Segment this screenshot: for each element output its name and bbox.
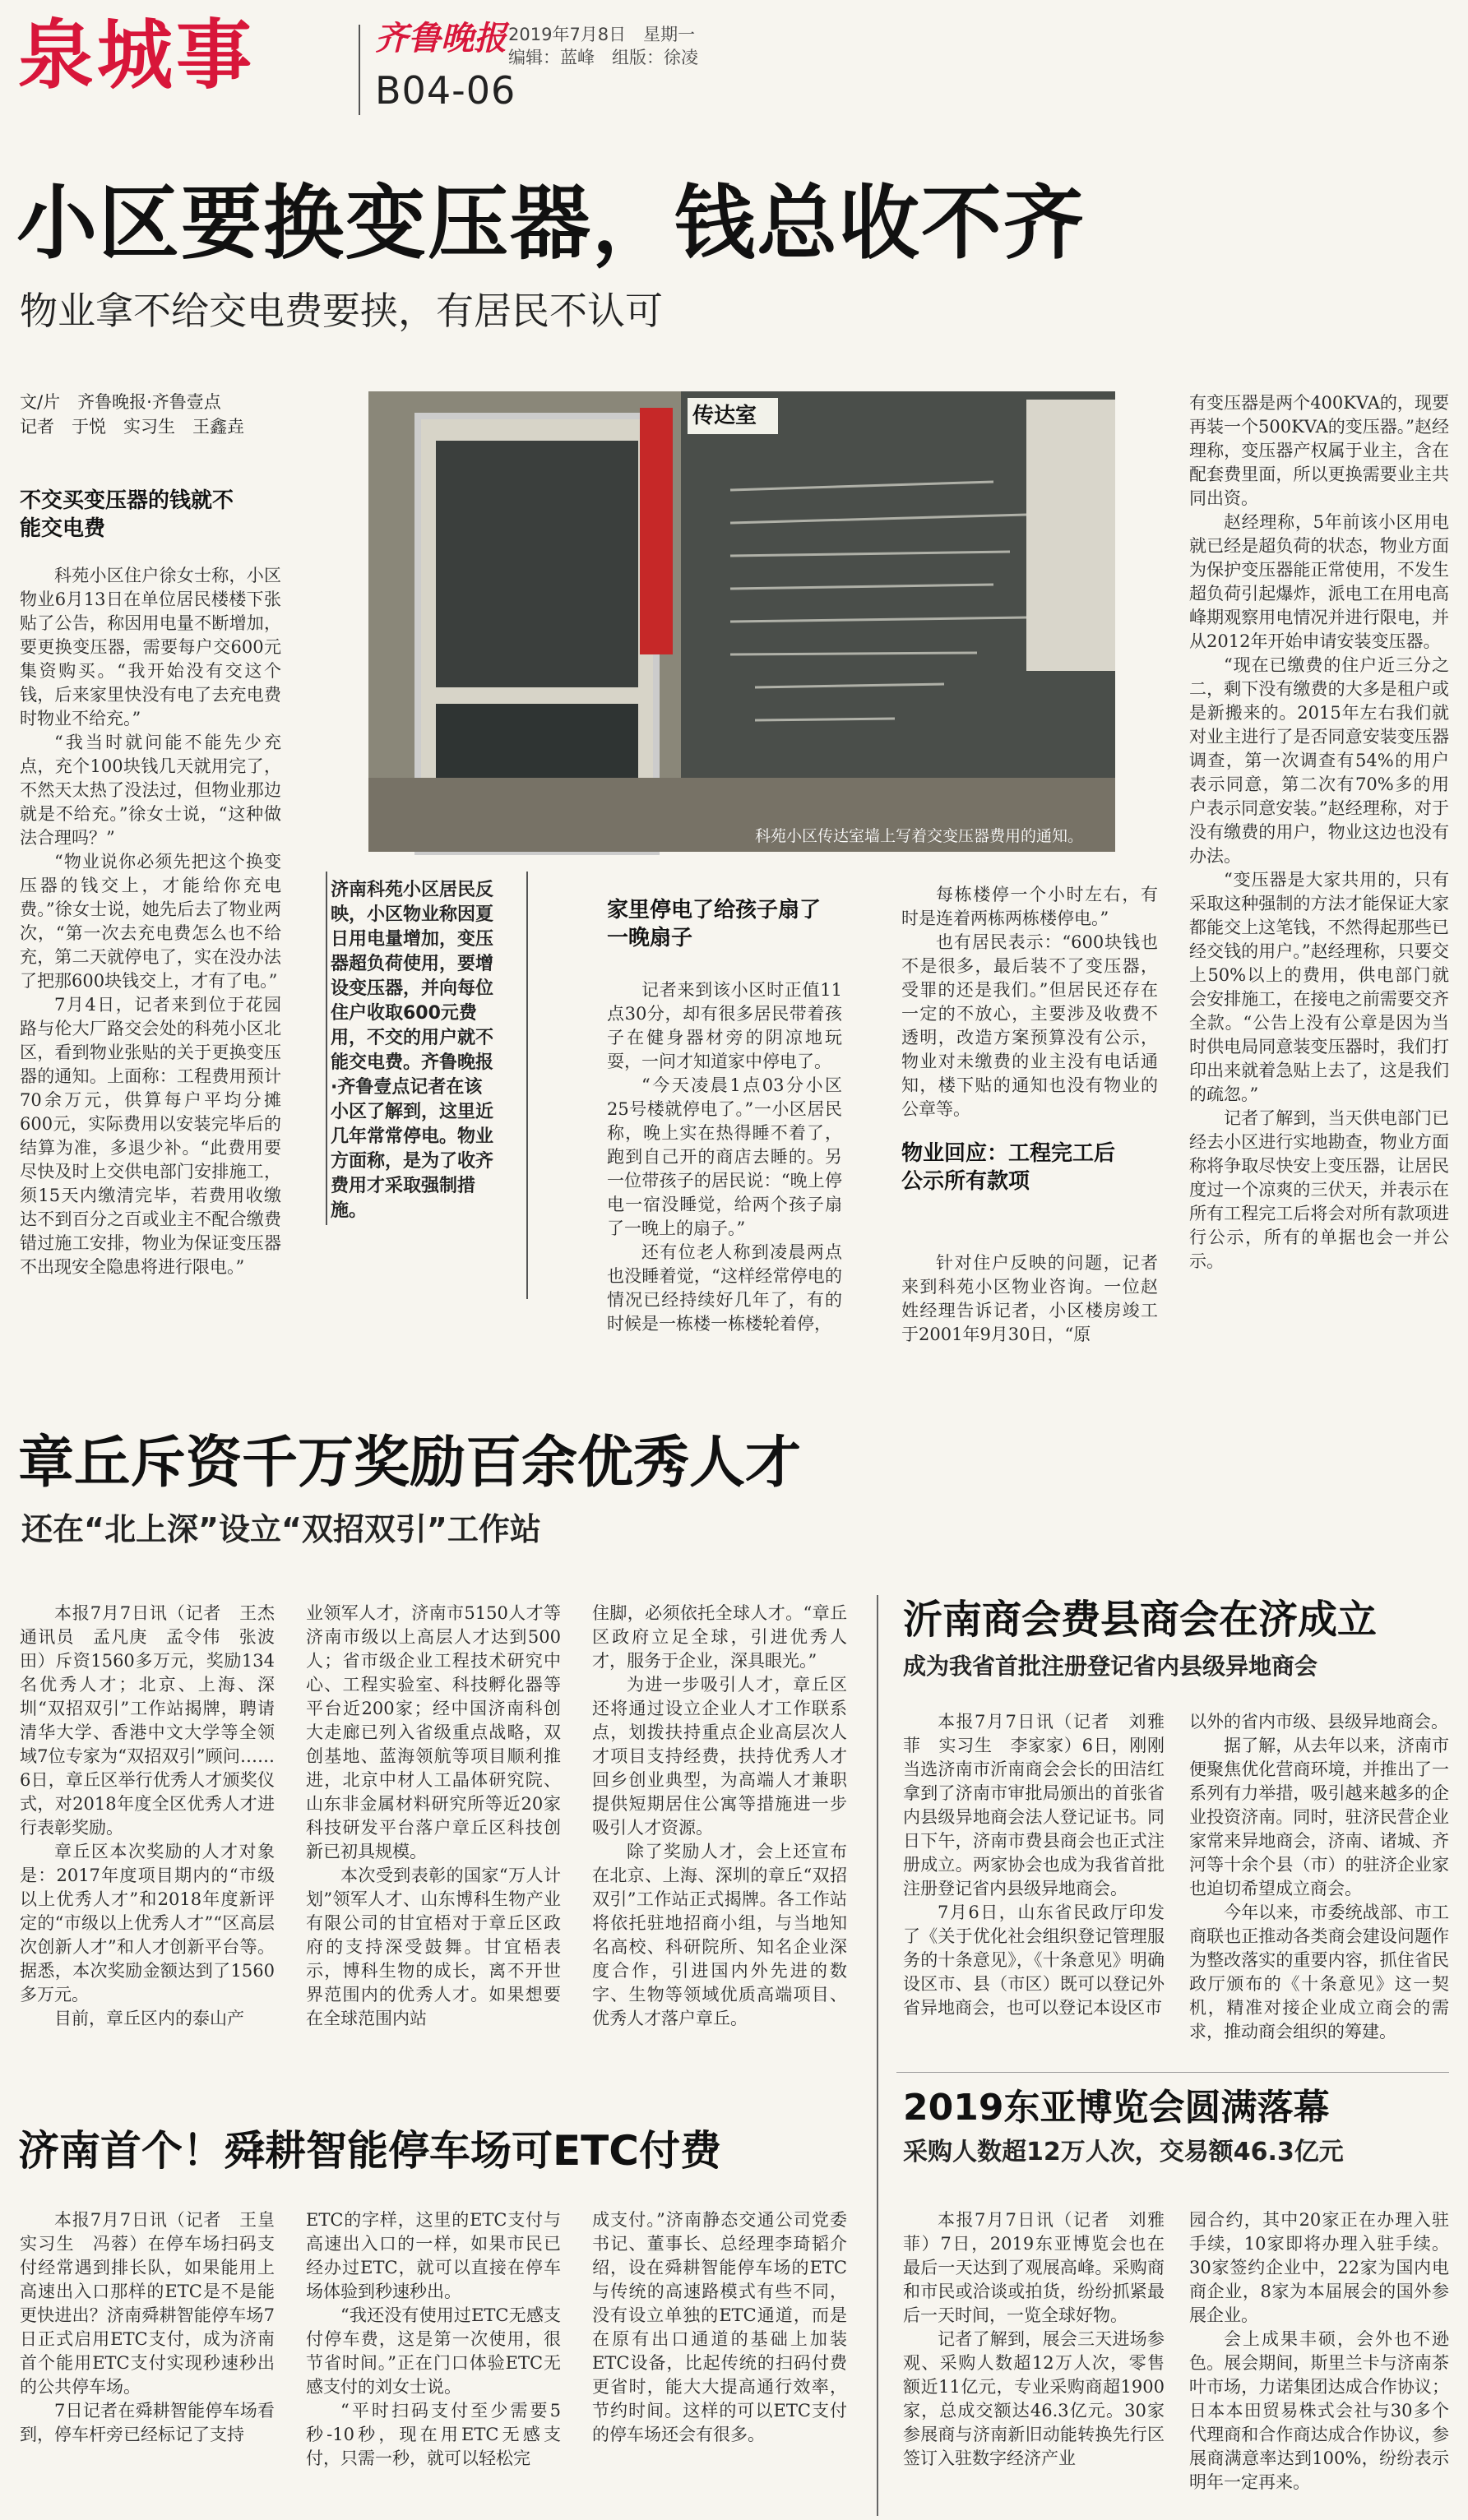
- article1-byline: [20, 390, 244, 439]
- paragraph: “今天凌晨1点03分小区25号楼就停电了。”一小区居民称，晚上实在热得睡不着了，跑到自己开的商店去睡的。另一位带孩子的居民说：“晚上停电一宿没睡觉，给两个孩子扇了一晚上的扇子。”: [607, 1075, 842, 1238]
- article2-headline: 章丘斥资千万奖励百余优秀人才: [18, 1431, 802, 1496]
- issue-date: 2019年7月8日 星期一: [508, 25, 696, 44]
- article2-col3: [592, 1602, 847, 2078]
- article5-col1: [903, 2208, 1165, 2513]
- article4-col3: [592, 2208, 847, 2513]
- paragraph: 本次受到表彰的国家“万人计划”领军人才、山东博科生物产业有限公司的甘宜梧对于章丘区政府的支持深受鼓舞。甘宜梧表示，博科生物的成长，离不开世界范围内的优秀人才。如果想要在全球范围内站: [306, 1866, 561, 2028]
- photo-sign-text: 传达室: [692, 404, 757, 428]
- article1-subhead3: 物业回应：工程完工后公示所有款项: [901, 1141, 1116, 1194]
- article1-col4a: [901, 883, 1158, 1138]
- paragraph: 记者来到该小区时正值11点30分，却有很多居民带着孩子在健身器材旁的阴凉地玩耍，一问才知道家中停电了。: [607, 980, 842, 1071]
- paragraph: “变压器是大家共用的，只有采取这种强制的方法才能保证大家都能交上这笔钱，不然得起那些已经交钱的用户。”赵经理称，只要交上50%以上的费用，供电部门就会安排施工，在接电之前需要交齐全款。“公告上没有公章是因为当时供电局同意装变压器时，我们打印出来就着急贴上去了，这是我们的疏忽。”: [1189, 870, 1449, 1104]
- article1-col4b: [901, 1251, 1158, 1383]
- paragraph: 赵经理称，5年前该小区用电就已经是超负荷的状态，物业方面为保护变压器能正常使用，不发生超负荷引起爆炸，派电工在用电高峰期观察用电情况并进行限电，并从2012年开始申请安装变压器。: [1189, 512, 1449, 651]
- paragraph: 园合约，其中20家正在办理入驻手续，10家即将办理入驻手续。30家签约企业中，22家为国内电商企业，8家为本届展会的国外参展企业。: [1189, 2210, 1449, 2325]
- byline-line1: 文/片 齐鲁晚报·齐鲁壹点: [20, 392, 221, 412]
- article1-subhead1: 不交买变压器的钱就不能交电费: [20, 488, 234, 541]
- article-divider: [877, 1595, 878, 2516]
- article2-subhead: 还在“北上深”设立“双招双引”工作站: [21, 1511, 541, 1547]
- paragraph: ETC的字样，这里的ETC支付与高速出入口的一样，如果市民已经办过ETC，就可以直接在停车场体验到秒速秒出。: [306, 2210, 561, 2301]
- article3-col1: [903, 1710, 1165, 2097]
- blurb-rule: [326, 872, 327, 1225]
- article5-col2: [1189, 2208, 1449, 2513]
- paragraph: 记者了解到，展会三天进场参观、采购人数超12万人次，零售额近11亿元，专业采购商超1900家，总成交额达46.3亿元。30家参展商与济南新旧动能转换先行区签订入驻数字经济产业: [903, 2329, 1165, 2468]
- paragraph: 7月6日，山东省民政厅印发了《关于优化社会组织登记管理服务的十条意见》，《十条意见》明确设区市、县（市区）既可以登记外省异地商会，也可以登记本设区市: [903, 1903, 1165, 2018]
- paragraph: 会上成果丰硕，会外也不逊色。展会期间，斯里兰卡与济南茶叶市场，力诺集团达成合作协议；日本本田贸易株式会社与30多个代理商和合作商达成合作协议，参展商满意率达到100%，纷纷表示明年一定再来。: [1189, 2329, 1449, 2492]
- article1-photo: [368, 391, 1115, 852]
- article1-col1: [20, 564, 281, 1386]
- article5-headline: 2019东亚博览会圆满落幕: [903, 2087, 1330, 2129]
- editors: 编辑：蓝峰 组版：徐凌: [508, 48, 698, 67]
- paragraph: 据了解，从去年以来，济南市便聚焦优化营商环境，并推出了一系列有力举措，吸引越来越多的企业投资济南。同时，驻济民营企业家常来异地商会，济南、诸城、齐河等十余个县（市）的驻济企业家也迫切希望成立商会。: [1189, 1736, 1449, 1898]
- paragraph: 本报7月7日讯（记者 王皇 实习生 冯蓉）在停车场扫码支付经常遇到排长队，如果能用上高速出入口那样的ETC是不是能更快进出？济南舜耕智能停车场7日正式启用ETC支付，成为济南首个能用ETC支付实现秒速秒出的公共停车场。: [20, 2210, 292, 2397]
- paragraph: 针对住户反映的问题，记者来到科苑小区物业咨询。一位赵姓经理告诉记者，小区楼房竣工于2001年9月30日，“原: [901, 1253, 1158, 1344]
- article2-col1: [20, 1602, 292, 2078]
- article1-col3: [607, 978, 842, 1389]
- article4-col1: [20, 2208, 292, 2513]
- blurb-rule-right: [526, 872, 528, 1299]
- section-title: 泉城事: [18, 12, 256, 99]
- paragraph: “平时扫码支付至少需要5秒-10秒，现在用ETC无感支付，只需一秒，就可以轻松完: [306, 2401, 561, 2468]
- paragraph: 除了奖励人才，会上还宣布在北京、上海、深圳的章丘“双招双引”工作站正式揭牌。各工作站将依托驻地招商小组，与当地知名高校、科研院所、知名企业深度合作，引进国内外先进的数字、生物等领域优质高端项目、优秀人才落户章丘。: [592, 1842, 847, 2028]
- paragraph: 本报7月7日讯（记者 刘雅菲 实习生 李家家）6日，刚刚当选济南市沂南商会会长的田洁红拿到了济南市审批局颁出的首张省内县级异地商会法人登记证书。同日下午，济南市费县商会也正式注册成立。两家协会也成为我省首批注册登记省内县级异地商会。: [903, 1712, 1165, 1898]
- article1-headline: 小区要换变压器，钱总收不齐: [16, 177, 1086, 270]
- article1-blurb: 济南科苑小区居民反映，小区物业称因夏日用电量增加，变压器超负荷使用，要增设变压器，并向每位住户收取600元费用，不交的用户就不能交电费。齐鲁晚报·齐鲁壹点记者在该小区了解到，这里近几年常常停电。物业方面称，是为了收齐费用才采取强制措施。: [331, 880, 494, 1221]
- paragraph: 住脚，必须依托全球人才。“章丘区政府立足全球，引进优秀人才，服务于企业，深具眼光。”: [592, 1603, 847, 1671]
- paragraph: 每栋楼停一个小时左右，有时是连着两栋两栋楼停电。”: [901, 885, 1158, 928]
- paragraph: 7日记者在舜耕智能停车场看到，停车杆旁已经标记了支持: [20, 2401, 275, 2444]
- article4-col2: [306, 2208, 561, 2513]
- paragraph: 为进一步吸引人才，章丘区还将通过设立企业人才工作联系点，划拨扶持重点企业高层次人才项目支持经费，扶持优秀人才回乡创业典型，为高端人才兼职提供短期居住公寓等措施进一步吸引人才资源。: [592, 1675, 847, 1838]
- notice-wall-image: [368, 391, 1115, 852]
- article2-col2: [306, 1602, 561, 2078]
- article5-subhead: 采购人数超12万人次，交易额46.3亿元: [903, 2138, 1344, 2166]
- article3-col2: [1189, 1710, 1449, 2097]
- masthead-divider: [359, 25, 360, 115]
- article3-subhead: 成为我省首批注册登记省内县级异地商会: [903, 1653, 1318, 1680]
- page-number: B04-06: [375, 68, 516, 113]
- article3-headline: 沂南商会费县商会在济成立: [903, 1597, 1378, 1643]
- paragraph: 7月4日，记者来到位于花园路与伦大厂路交会处的科苑小区北区，看到物业张贴的关于更换变压器的通知。上面称：工程费用预计70余万元，供算每户平均分摊600元，实际费用以安装完毕后的结算为准，多退少补。“此费用要尽快及时上交供电部门安排施工，须15天内缴清完毕，若费用收缴达不到百分之百或业主不配合缴费错过施工安排，物业为保证变压器不出现安全隐患将进行限电。”: [20, 995, 281, 1277]
- paragraph: 还有位老人称到凌晨两点也没睡着觉，“这样经常停电的情况已经持续好几年了，有的时候是一栋楼一栋楼轮着停，: [607, 1242, 842, 1334]
- paragraph: “现在已缴费的住户近三分之二，剩下没有缴费的大多是租户或是新搬来的。2015年左右我们就对业主进行了是否同意安装变压器调查，第一次调查有54%的用户表示同意，第二次有70%多的用户表示同意安装。”赵经理称，对于没有缴费的用户，物业这边也没有办法。: [1189, 655, 1449, 866]
- paragraph: 本报7月7日讯（记者 刘雅菲）7日，2019东亚博览会也在最后一天达到了观展高峰。采购商和市民或洽谈或拍货，纷纷抓紧最后一天时间，一览全球好物。: [903, 2210, 1165, 2325]
- paragraph: “我还没有使用过ETC无感支付停车费，这是第一次使用，很节省时间。”正在门口体验ETC无感支付的刘女士说。: [306, 2305, 561, 2397]
- paragraph: 业领军人才，济南市5150人才等济南市级以上高层人才达到500人；省市级企业工程技术研究中心、工程实验室、科技孵化器等平台近200家；经中国济南科创大走廊已列入省级重点战略，双创基地、蓝海领航等项目顺利推进，北京中材人工晶体研究院、山东非金属材料研究所等近20家科技研发平台落户章丘区科技创新已初具规模。: [306, 1603, 561, 1861]
- paragraph: 有变压器是两个400KVA的，现要再装一个500KVA的变压器。”赵经理称，变压器产权属于业主，含在配套费里面，所以更换需要业主共同出资。: [1189, 393, 1449, 508]
- article1-subhead2: 家里停电了给孩子扇了一晚扇子: [607, 898, 822, 950]
- paragraph: 记者了解到，当天供电部门已经去小区进行实地勘查，物业方面称将争取尽快安上变压器，让居民度过一个凉爽的三伏天，并表示在所有工程完工后将会对所有款项进行公示，所有的单据也会一并公示。: [1189, 1108, 1449, 1271]
- paragraph: 以外的省内市级、县级异地商会。: [1189, 1712, 1448, 1732]
- article4-headline: 济南首个！舜耕智能停车场可ETC付费: [18, 2127, 721, 2175]
- paragraph: 科苑小区住户徐女士称，小区物业6月13日在单位居民楼楼下张贴了公告，称因用电量不断增加，要更换变压器，需要每户交600元集资购买。“我开始没有交这个钱，后来家里快没有电了去充电费时物业不给充。”: [20, 566, 281, 728]
- paragraph: 章丘区本次奖励的人才对象是：2017年度项目期内的“市级以上优秀人才”和2018年度新评定的“市级以上优秀人才”“区高层次创新人才”和人才创新平台等。据悉，本次奖励金额达到了1560多万元。: [20, 1842, 275, 2004]
- article1-col5: [1189, 391, 1449, 1386]
- paragraph: 成支付。”济南静态交通公司党委书记、董事长、总经理李琦韬介绍，设在舜耕智能停车场的ETC与传统的高速路模式有些不同，没有设立单独的ETC通道，而是在原有出口通道的基础上加装ETC设备，比起传统的扫码付费更省时，能大大提高通行效率，节约时间。这样的可以ETC支付的停车场还会有很多。: [592, 2210, 847, 2444]
- paragraph: “我当时就问能不能先少充点，充个100块钱几天就用完了，不然天太热了没法过，但物业那边就是不给充。”徐女士说，“这种做法合理吗？”: [20, 733, 281, 848]
- paragraph: 本报7月7日讯（记者 王杰 通讯员 孟凡庚 孟令伟 张波田）斥资1560多万元，奖励134名优秀人才；北京、上海、深圳“双招双引”工作站揭牌，聘请清华大学、香港中文大学等全领域7位专家为“双招双引”顾问……6日，章丘区举行优秀人才颁奖仪式，对2018年度全区优秀人才进行表彰奖励。: [20, 1603, 292, 1838]
- byline-line2: 记者 于悦 实习生 王鑫垚: [20, 417, 244, 437]
- article1-subhead: 物业拿不给交电费要挟，有居民不认可: [20, 289, 663, 333]
- paragraph: “物业说你必须先把这个换变压器的钱交上，才能给你充电费。”徐女士说，她先后去了物业两次，“第一次去充电费怎么也不给充，第二天就停电了，实在没办法了把那600块钱交上，才有了电。”: [20, 852, 281, 991]
- article5-divider: [896, 2072, 1449, 2073]
- paragraph: 目前，章丘区内的泰山产: [54, 2009, 244, 2028]
- photo-caption: 科苑小区传达室墙上写着交变压器费用的通知。: [755, 827, 1084, 845]
- newspaper-logo: 齐鲁晚报: [375, 19, 507, 58]
- paragraph: 也有居民表示：“600块钱也不是很多，最后装不了变压器，受罪的还是我们。”但居民还存在一定的不放心，主要涉及收费不透明，改造方案预算没有公示，物业对未缴费的业主没有电话通知，楼下贴的通知也没有物业的公章等。: [901, 932, 1158, 1119]
- paragraph: 今年以来，市委统战部、市工商联也正推动各类商会建设问题作为整改落实的重要内容，抓住省民政厅颁布的《十条意见》这一契机，精准对接企业成立商会的需求，推动商会组织的筹建。: [1189, 1903, 1449, 2041]
